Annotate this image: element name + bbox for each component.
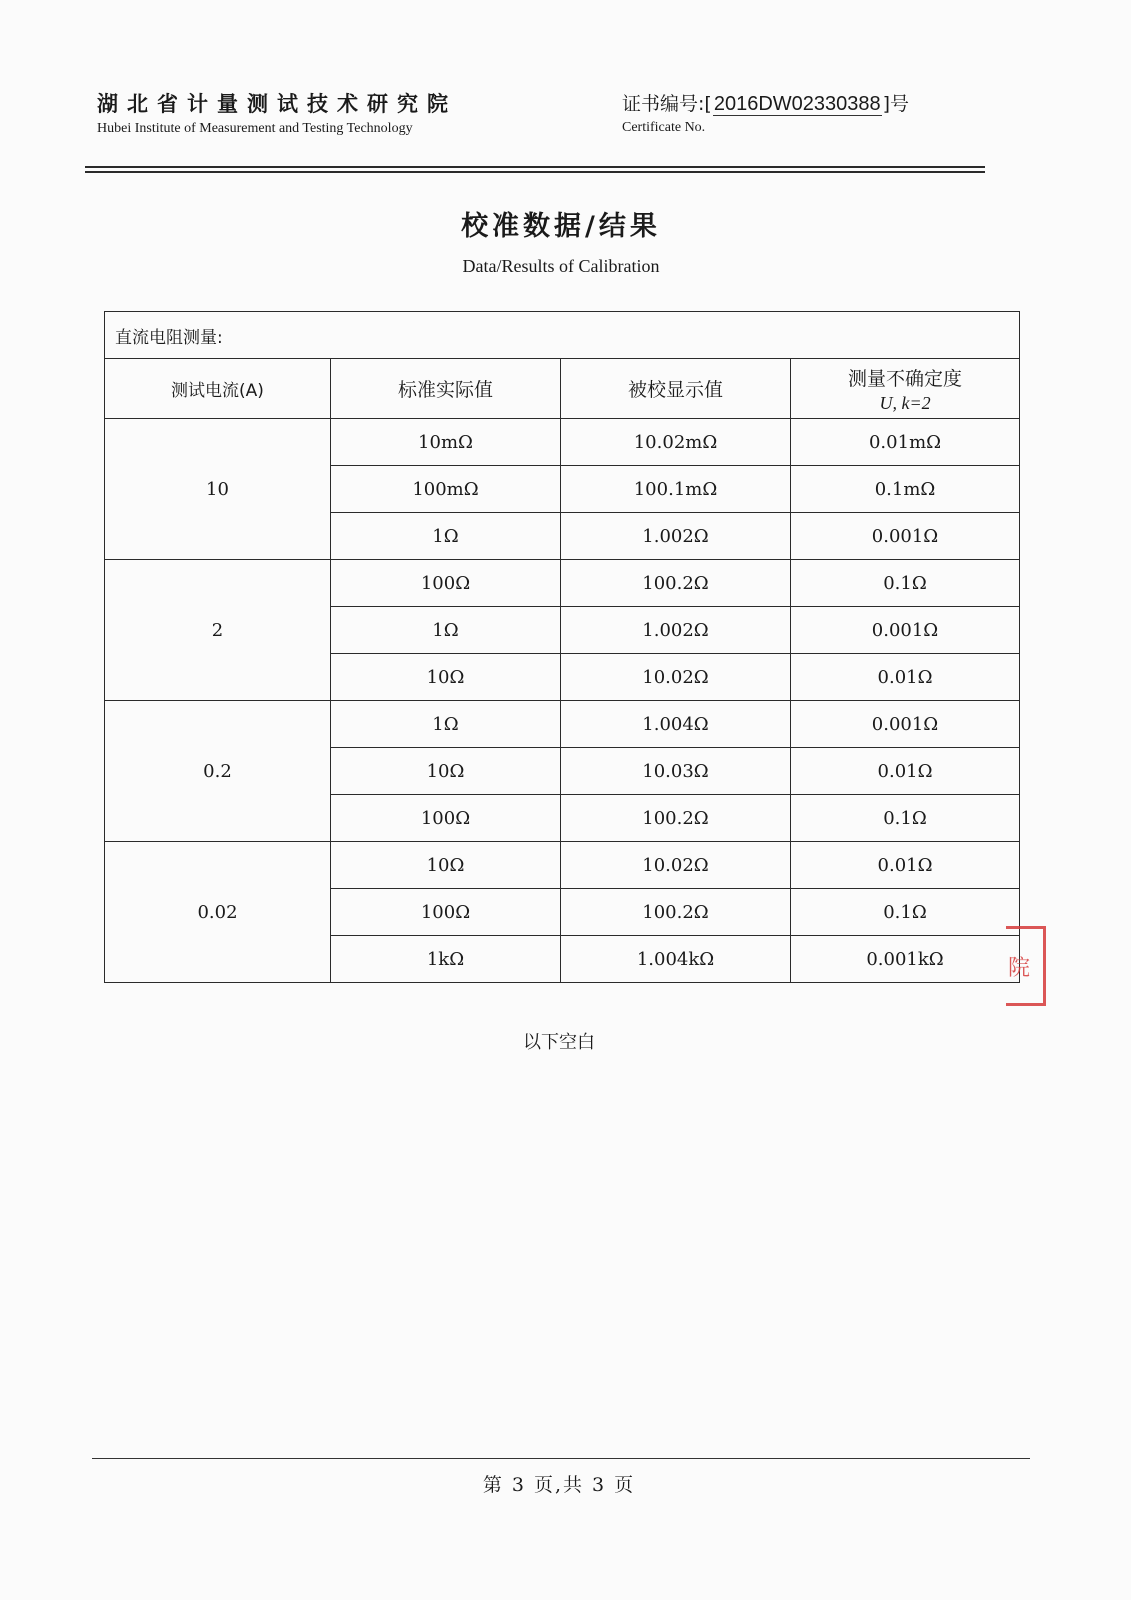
standard-value-cell: 100Ω xyxy=(331,795,561,842)
displayed-value-cell: 10.02Ω xyxy=(561,842,791,889)
displayed-value-cell: 1.002Ω xyxy=(561,513,791,560)
header-standard-value: 标准实际值 xyxy=(331,359,561,419)
uncertainty-cell: 0.1Ω xyxy=(791,795,1020,842)
displayed-value-cell: 100.2Ω xyxy=(561,795,791,842)
calibration-table xyxy=(104,311,1020,983)
displayed-value-cell: 10.02Ω xyxy=(561,654,791,701)
displayed-value-cell: 1.002Ω xyxy=(561,607,791,654)
standard-value-cell: 10mΩ xyxy=(331,419,561,466)
header-uncertainty xyxy=(791,359,1020,419)
institute-name-en: Hubei Institute of Measurement and Testing Technology xyxy=(97,121,413,136)
header-test-current: 测试电流(A) xyxy=(105,359,331,419)
uncertainty-cell: 0.001Ω xyxy=(791,607,1020,654)
standard-value-cell: 1Ω xyxy=(331,513,561,560)
standard-value-cell: 1Ω xyxy=(331,701,561,748)
red-seal-stamp xyxy=(1006,926,1046,1006)
section-label: 直流电阻测量: xyxy=(105,312,1020,359)
displayed-value-cell: 100.2Ω xyxy=(561,560,791,607)
table-row xyxy=(105,419,1020,466)
header-uncertainty-label: 测量不确定度 xyxy=(848,367,963,390)
uncertainty-cell: 0.01Ω xyxy=(791,748,1020,795)
document-title: 校准数据/结果 xyxy=(461,211,661,242)
header-rule-bottom xyxy=(85,171,985,173)
standard-value-cell: 100Ω xyxy=(331,560,561,607)
stamp-text: 院 xyxy=(1008,955,1031,981)
certificate-label-en: Certificate No. xyxy=(622,120,706,135)
test-current-cell: 0.02 xyxy=(105,842,331,983)
standard-value-cell: 100mΩ xyxy=(331,466,561,513)
uncertainty-cell: 0.1mΩ xyxy=(791,466,1020,513)
displayed-value-cell: 100.2Ω xyxy=(561,889,791,936)
table-row xyxy=(105,842,1020,889)
uncertainty-cell: 0.001Ω xyxy=(791,513,1020,560)
uncertainty-cell: 0.01Ω xyxy=(791,654,1020,701)
table-row xyxy=(105,701,1020,748)
displayed-value-cell: 10.03Ω xyxy=(561,748,791,795)
displayed-value-cell: 1.004Ω xyxy=(561,701,791,748)
footer-rule xyxy=(92,1458,1030,1459)
uncertainty-cell: 0.001Ω xyxy=(791,701,1020,748)
document-title-en: Data/Results of Calibration xyxy=(462,256,660,276)
test-current-cell: 0.2 xyxy=(105,701,331,842)
certificate-header xyxy=(622,89,909,136)
header-rule-top xyxy=(85,166,985,168)
table-row xyxy=(105,560,1020,607)
displayed-value-cell: 1.004kΩ xyxy=(561,936,791,983)
standard-value-cell: 10Ω xyxy=(331,748,561,795)
table-header-row xyxy=(105,359,1020,419)
standard-value-cell: 10Ω xyxy=(331,654,561,701)
test-current-cell: 2 xyxy=(105,560,331,701)
standard-value-cell: 1Ω xyxy=(331,607,561,654)
uncertainty-cell: 0.001kΩ xyxy=(791,936,1020,983)
certificate-number-line xyxy=(622,89,909,116)
certificate-number: 2016DW02330388 xyxy=(713,93,881,115)
section-row xyxy=(105,312,1020,359)
certificate-label: 证书编号: xyxy=(622,93,705,115)
displayed-value-cell: 100.1mΩ xyxy=(561,466,791,513)
uncertainty-cell: 0.01mΩ xyxy=(791,419,1020,466)
institute-name-cn: 湖北省计量测试技术研究院 xyxy=(97,92,457,116)
displayed-value-cell: 10.02mΩ xyxy=(561,419,791,466)
test-current-cell: 10 xyxy=(105,419,331,560)
uncertainty-cell: 0.1Ω xyxy=(791,889,1020,936)
standard-value-cell: 100Ω xyxy=(331,889,561,936)
standard-value-cell: 1kΩ xyxy=(331,936,561,983)
calibration-table-container xyxy=(104,311,1019,983)
certificate-bracket-open: [ xyxy=(704,93,712,115)
uncertainty-cell: 0.1Ω xyxy=(791,560,1020,607)
institute-header xyxy=(97,88,457,137)
uncertainty-cell: 0.01Ω xyxy=(791,842,1020,889)
certificate-bracket-close: ]号 xyxy=(882,93,910,115)
page-number: 第 3 页,共 3 页 xyxy=(482,1474,636,1496)
header-uncertainty-sub: U, k=2 xyxy=(879,392,931,413)
standard-value-cell: 10Ω xyxy=(331,842,561,889)
blank-below-note: 以下空白 xyxy=(523,1032,595,1053)
header-displayed-value: 被校显示值 xyxy=(561,359,791,419)
